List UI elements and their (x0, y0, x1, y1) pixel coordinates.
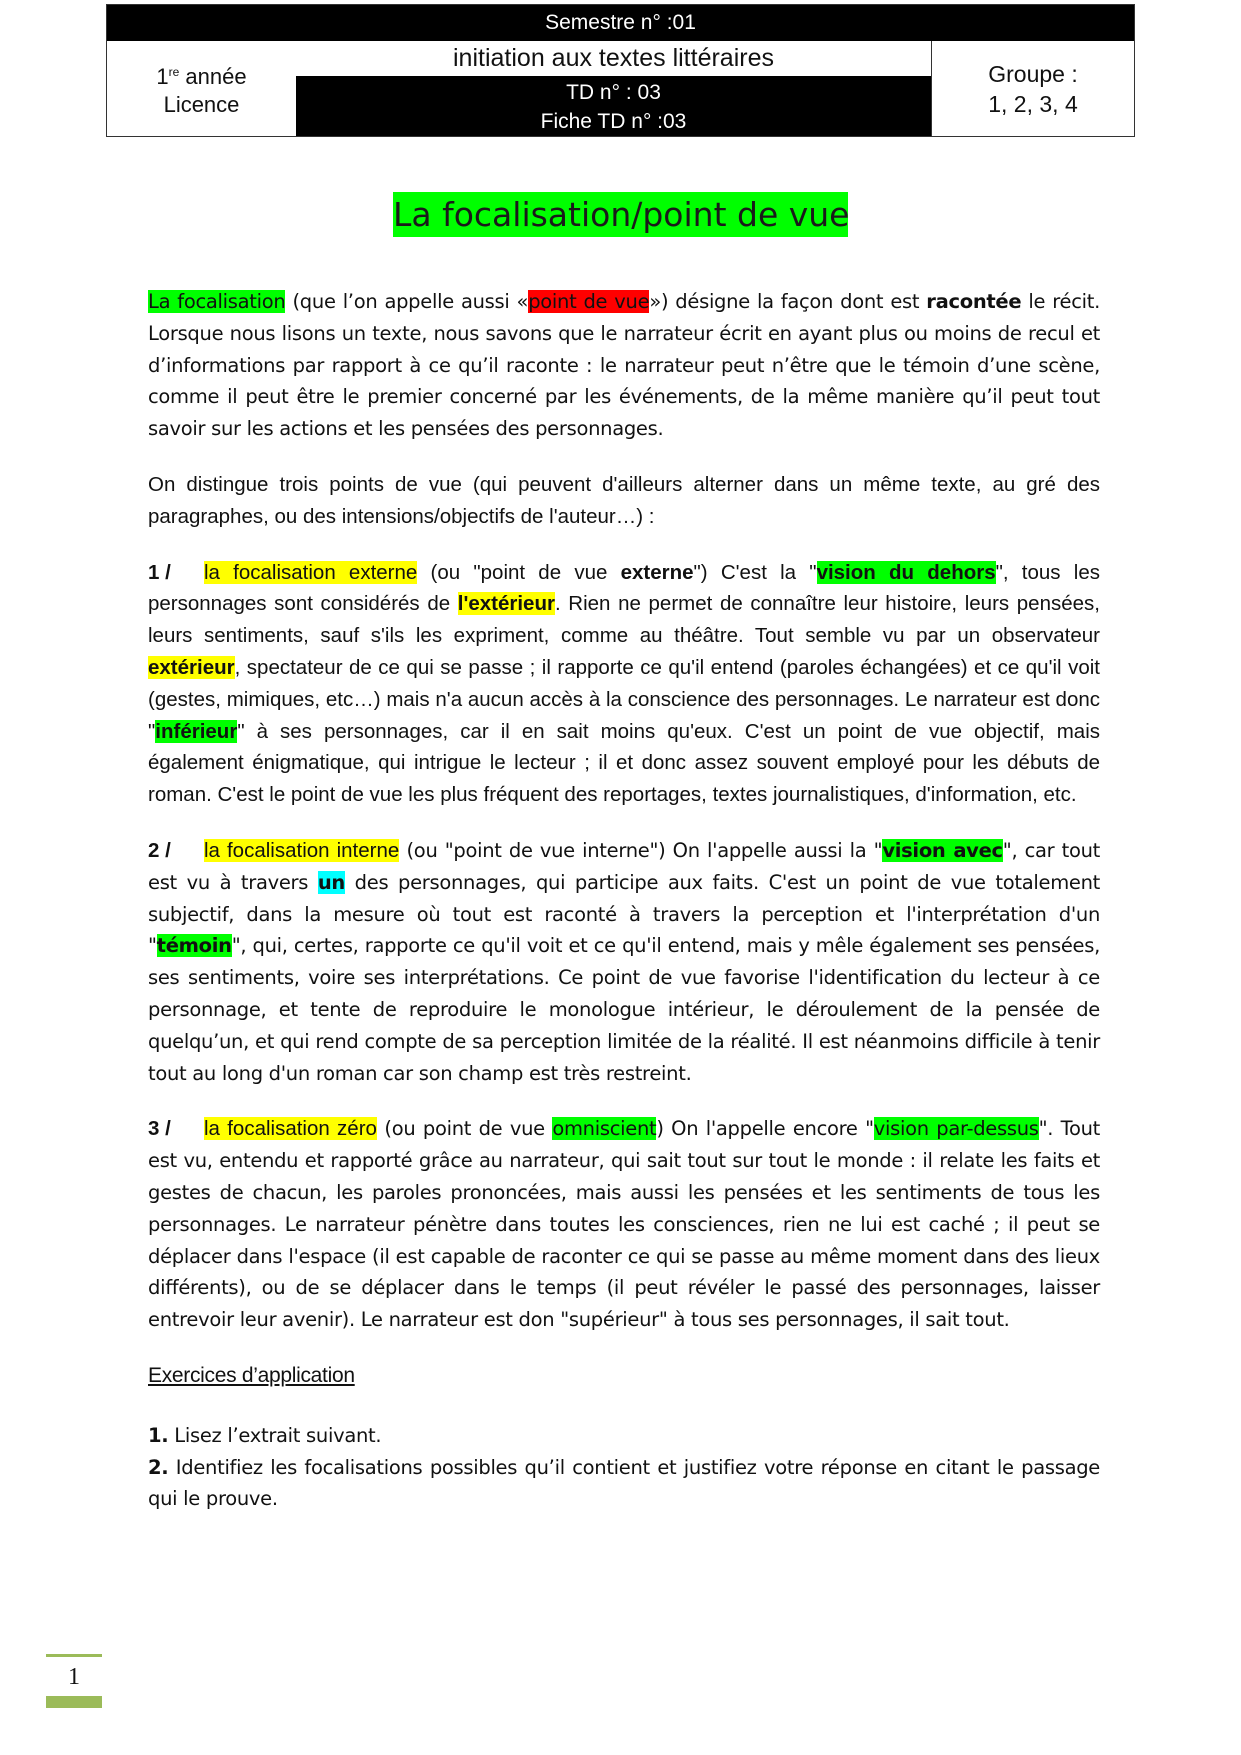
intro-paragraph: La focalisation (que l’on appelle aussi «point de vue») désigne la façon dont est racontée le récit. Lorsque nous lisons un texte, nous savons que le narrateur écrit en ayant plus ou moins de recul et d’informations par rapport à ce qu’il raconte : le narrateur peut n’être que le témoin d’une scène, comme il peut être le premier concerné par les événements, de la même manière qu’il peut tout savoir sur les actions et les pensées des personnages. (148, 290, 1100, 441)
page-title: La focalisation/point de vue (393, 192, 848, 237)
td-info (296, 76, 931, 136)
section-number: 3 / (148, 1117, 171, 1141)
highlight-term: vision avec (882, 838, 1003, 862)
exercises-heading: Exercices d’application (148, 1363, 355, 1387)
semester-bar: Semestre n° :01 (107, 5, 1134, 41)
bold-term: racontée (926, 290, 1022, 313)
group-values: 1, 2, 3, 4 (988, 90, 1078, 117)
exercise-item: 2. Identifiez les focalisations possibles qu’il contient et justifiez votre réponse en citant le passage qui le prouve. (148, 1455, 1100, 1511)
section-number: 1 / (148, 560, 171, 584)
distinction-paragraph: On distingue trois points de vue (qui peuvent d'ailleurs alterner dans un même texte, au gré des paragraphes, ou des intensions/objectifs de l'auteur…) : (148, 472, 1100, 528)
section-internal: 2 / la focalisation interne (ou "point de vue interne") On l'appelle aussi la "vision avec", car tout est vu à travers un des personnages, qui participe aux faits. C'est un point de vue totalement subjectif, dans la mesure où tout est raconté à travers la perception et l'interprétation d'un "témoin", qui, certes, rapporte ce qu'il voit et ce qu'il entend, mais y mêle également ses pensées, ses sentiments, voire ses interprétations. Ce point de vue favorise l'identification du lecteur à ce personnage, et tente de reproduire le monologue intérieur, le déroulement de la pensée de quelqu’un, et qui rend compte de sa perception limitée de la réalité. Il est néanmoins difficile à tenir tout au long d'un roman car son champ est très restreint. (148, 835, 1100, 1089)
highlight-term: témoin (156, 934, 232, 958)
exercise-item: 1. Lisez l’extrait suivant. (148, 1423, 382, 1447)
section-zero: 3 / la focalisation zéro (ou point de vue omniscient) On l'appelle encore "vision par-dessus". Tout est vu, entendu et rapporté grâce au narrateur, qui sait tout sur tout le monde : il relate les faits et gestes de chacun, les paroles prononcées, mais aussi les pensées et les sentiments de tous les personnages. Le narrateur pénètre dans toutes les consciences, rien ne lui est caché ; il peut se déplacer dans l'espace (il est capable de raconter ce qui se passe au même moment dans des lieux différents), ou de se déplacer dans le temps (il peut révéler le passé des personnages, laisser entrevoir leur avenir). Le narrateur est don "supérieur" à tous ses personnages, il sait tout. (148, 1113, 1100, 1336)
highlight-term: omniscient (552, 1117, 657, 1141)
year-label: 1re année (156, 64, 247, 89)
highlight-term: la focalisation externe (204, 560, 418, 584)
page-number: 1 (68, 1664, 80, 1690)
highlight-term: la focalisation zéro (204, 1117, 377, 1141)
exercise-list (148, 1420, 1100, 1515)
course-name: initiation aux textes littéraires (296, 41, 931, 76)
td-number: TD n° : 03 (566, 81, 661, 104)
highlight-term: un (317, 870, 345, 894)
group-cell (931, 41, 1134, 136)
highlight-term: La focalisation (148, 290, 286, 313)
section-external: 1 / la focalisation externe (ou "point de vue externe") C'est la "vision du dehors", tous les personnages sont considérés de l'extérieur. Rien ne permet de connaître leur histoire, leurs pensées, leurs sentiments, sauf s'ils les expriment, comme au théâtre. Tout semble vu par un observateur extérieur, spectateur de ce qui se passe ; il rapporte ce qu'il entend (paroles échangées) et ce qu'il voit (gestes, mimiques, etc…) mais n'a aucun accès à la conscience des personnages. Le narrateur est donc "inférieur" à ses personnages, car il en sait moins qu'eux. C'est un point de vue objectif, mais également énigmatique, qui intrigue le lecteur ; il et donc assez souvent employé pour les débuts de roman. C'est le point de vue les plus fréquent des reportages, textes journalistiques, d'information, etc. (148, 557, 1100, 811)
course-header-table (106, 4, 1135, 137)
highlight-term: la focalisation interne (204, 838, 400, 862)
level-label: Licence (163, 92, 240, 117)
highlight-term: l'extérieur (457, 592, 555, 616)
footer-divider (46, 1654, 102, 1657)
section-number: 2 / (148, 838, 171, 862)
year-cell (107, 41, 297, 136)
group-label: Groupe : (988, 60, 1078, 87)
highlight-term: extérieur (148, 655, 235, 679)
highlight-term: point de vue (528, 290, 650, 313)
footer-accent-bar (46, 1696, 102, 1708)
highlight-term: inférieur (155, 719, 238, 743)
highlight-term: vision par-dessus (873, 1117, 1039, 1141)
document-body (148, 286, 1100, 1515)
course-cell (296, 41, 931, 136)
highlight-term: vision du dehors (816, 560, 996, 584)
fiche-number: Fiche TD n° :03 (540, 110, 687, 133)
